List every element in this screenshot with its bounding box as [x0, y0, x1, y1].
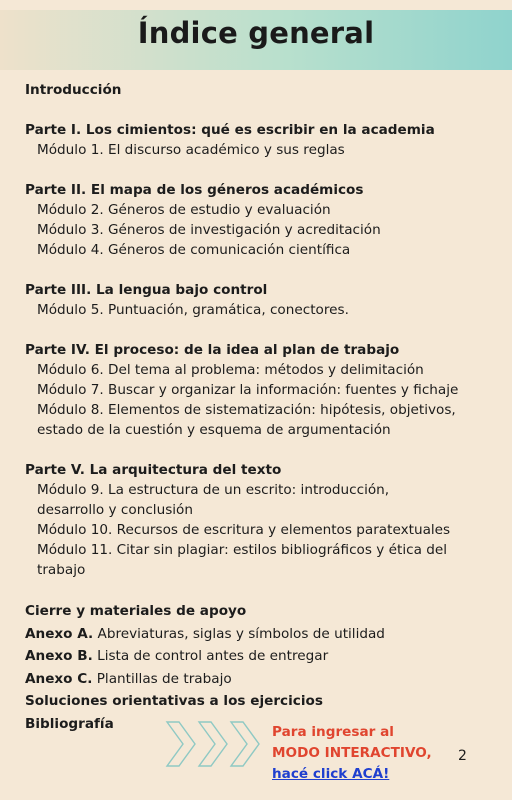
part-3-title[interactable]: Parte III. La lengua bajo control — [25, 282, 268, 298]
module-11[interactable]: Módulo 11. Citar sin plagiar: estilos bibliográficos y ética del trabajo — [37, 542, 447, 578]
annex-a[interactable] — [25, 623, 465, 646]
annex-c-label: Anexo C. — [25, 670, 93, 687]
cta-line-2: MODO INTERACTIVO, — [272, 745, 432, 761]
table-of-contents — [25, 80, 465, 735]
toc-bibliography[interactable]: Bibliografía — [25, 715, 114, 732]
module-1[interactable]: Módulo 1. El discurso académico y sus reglas — [37, 142, 345, 158]
part-5-title[interactable]: Parte V. La arquitectura del texto — [25, 462, 282, 478]
annex-b-label: Anexo B. — [25, 648, 93, 664]
annex-c-text: Plantillas de trabajo — [96, 670, 232, 687]
part-4-title[interactable]: Parte IV. El proceso: de la idea al plan de trabajo — [25, 342, 400, 358]
toc-intro[interactable]: Introducción — [25, 82, 122, 98]
page-title: Índice general — [137, 16, 375, 50]
module-3[interactable]: Módulo 3. Géneros de investigación y acreditación — [37, 222, 381, 238]
part-2-title[interactable]: Parte II. El mapa de los géneros académicos — [25, 182, 364, 198]
cta-line-1: Para ingresar al — [272, 724, 394, 740]
part-1-title[interactable]: Parte I. Los cimientos: qué es escribir en la academia — [25, 122, 435, 138]
module-5[interactable]: Módulo 5. Puntuación, gramática, conectores. — [37, 302, 349, 318]
module-4[interactable]: Módulo 4. Géneros de comunicación científica — [37, 242, 351, 258]
module-7[interactable]: Módulo 7. Buscar y organizar la información: fuentes y fichaje — [37, 382, 459, 398]
annex-a-label: Anexo A. — [25, 625, 94, 642]
toc-closing[interactable]: Cierre y materiales de apoyo — [25, 603, 247, 619]
module-2[interactable]: Módulo 2. Géneros de estudio y evaluación — [37, 202, 331, 218]
annex-c[interactable] — [25, 668, 465, 691]
toc-solutions[interactable]: Soluciones orientativas a los ejercicios — [25, 693, 323, 709]
annex-b[interactable] — [25, 645, 465, 668]
annex-a-text: Abreviaturas, siglas y símbolos de utilidad — [97, 625, 385, 642]
interactive-mode-cta — [272, 722, 447, 785]
chevron-arrows-icon — [165, 718, 275, 770]
module-6[interactable]: Módulo 6. Del tema al problema: métodos y delimitación — [37, 362, 424, 378]
module-8[interactable]: Módulo 8. Elementos de sistematización: hipótesis, objetivos, estado de la cuestión y esquema de argumentación — [37, 402, 456, 438]
annex-b-text: Lista de control antes de entregar — [97, 648, 329, 664]
module-9[interactable]: Módulo 9. La estructura de un escrito: introducción, desarrollo y conclusión — [37, 482, 390, 518]
page-number: 2 — [458, 748, 467, 764]
module-10[interactable]: Módulo 10. Recursos de escritura y elementos paratextuales — [37, 522, 451, 538]
interactive-mode-link[interactable]: hacé click ACÁ! — [272, 766, 390, 782]
